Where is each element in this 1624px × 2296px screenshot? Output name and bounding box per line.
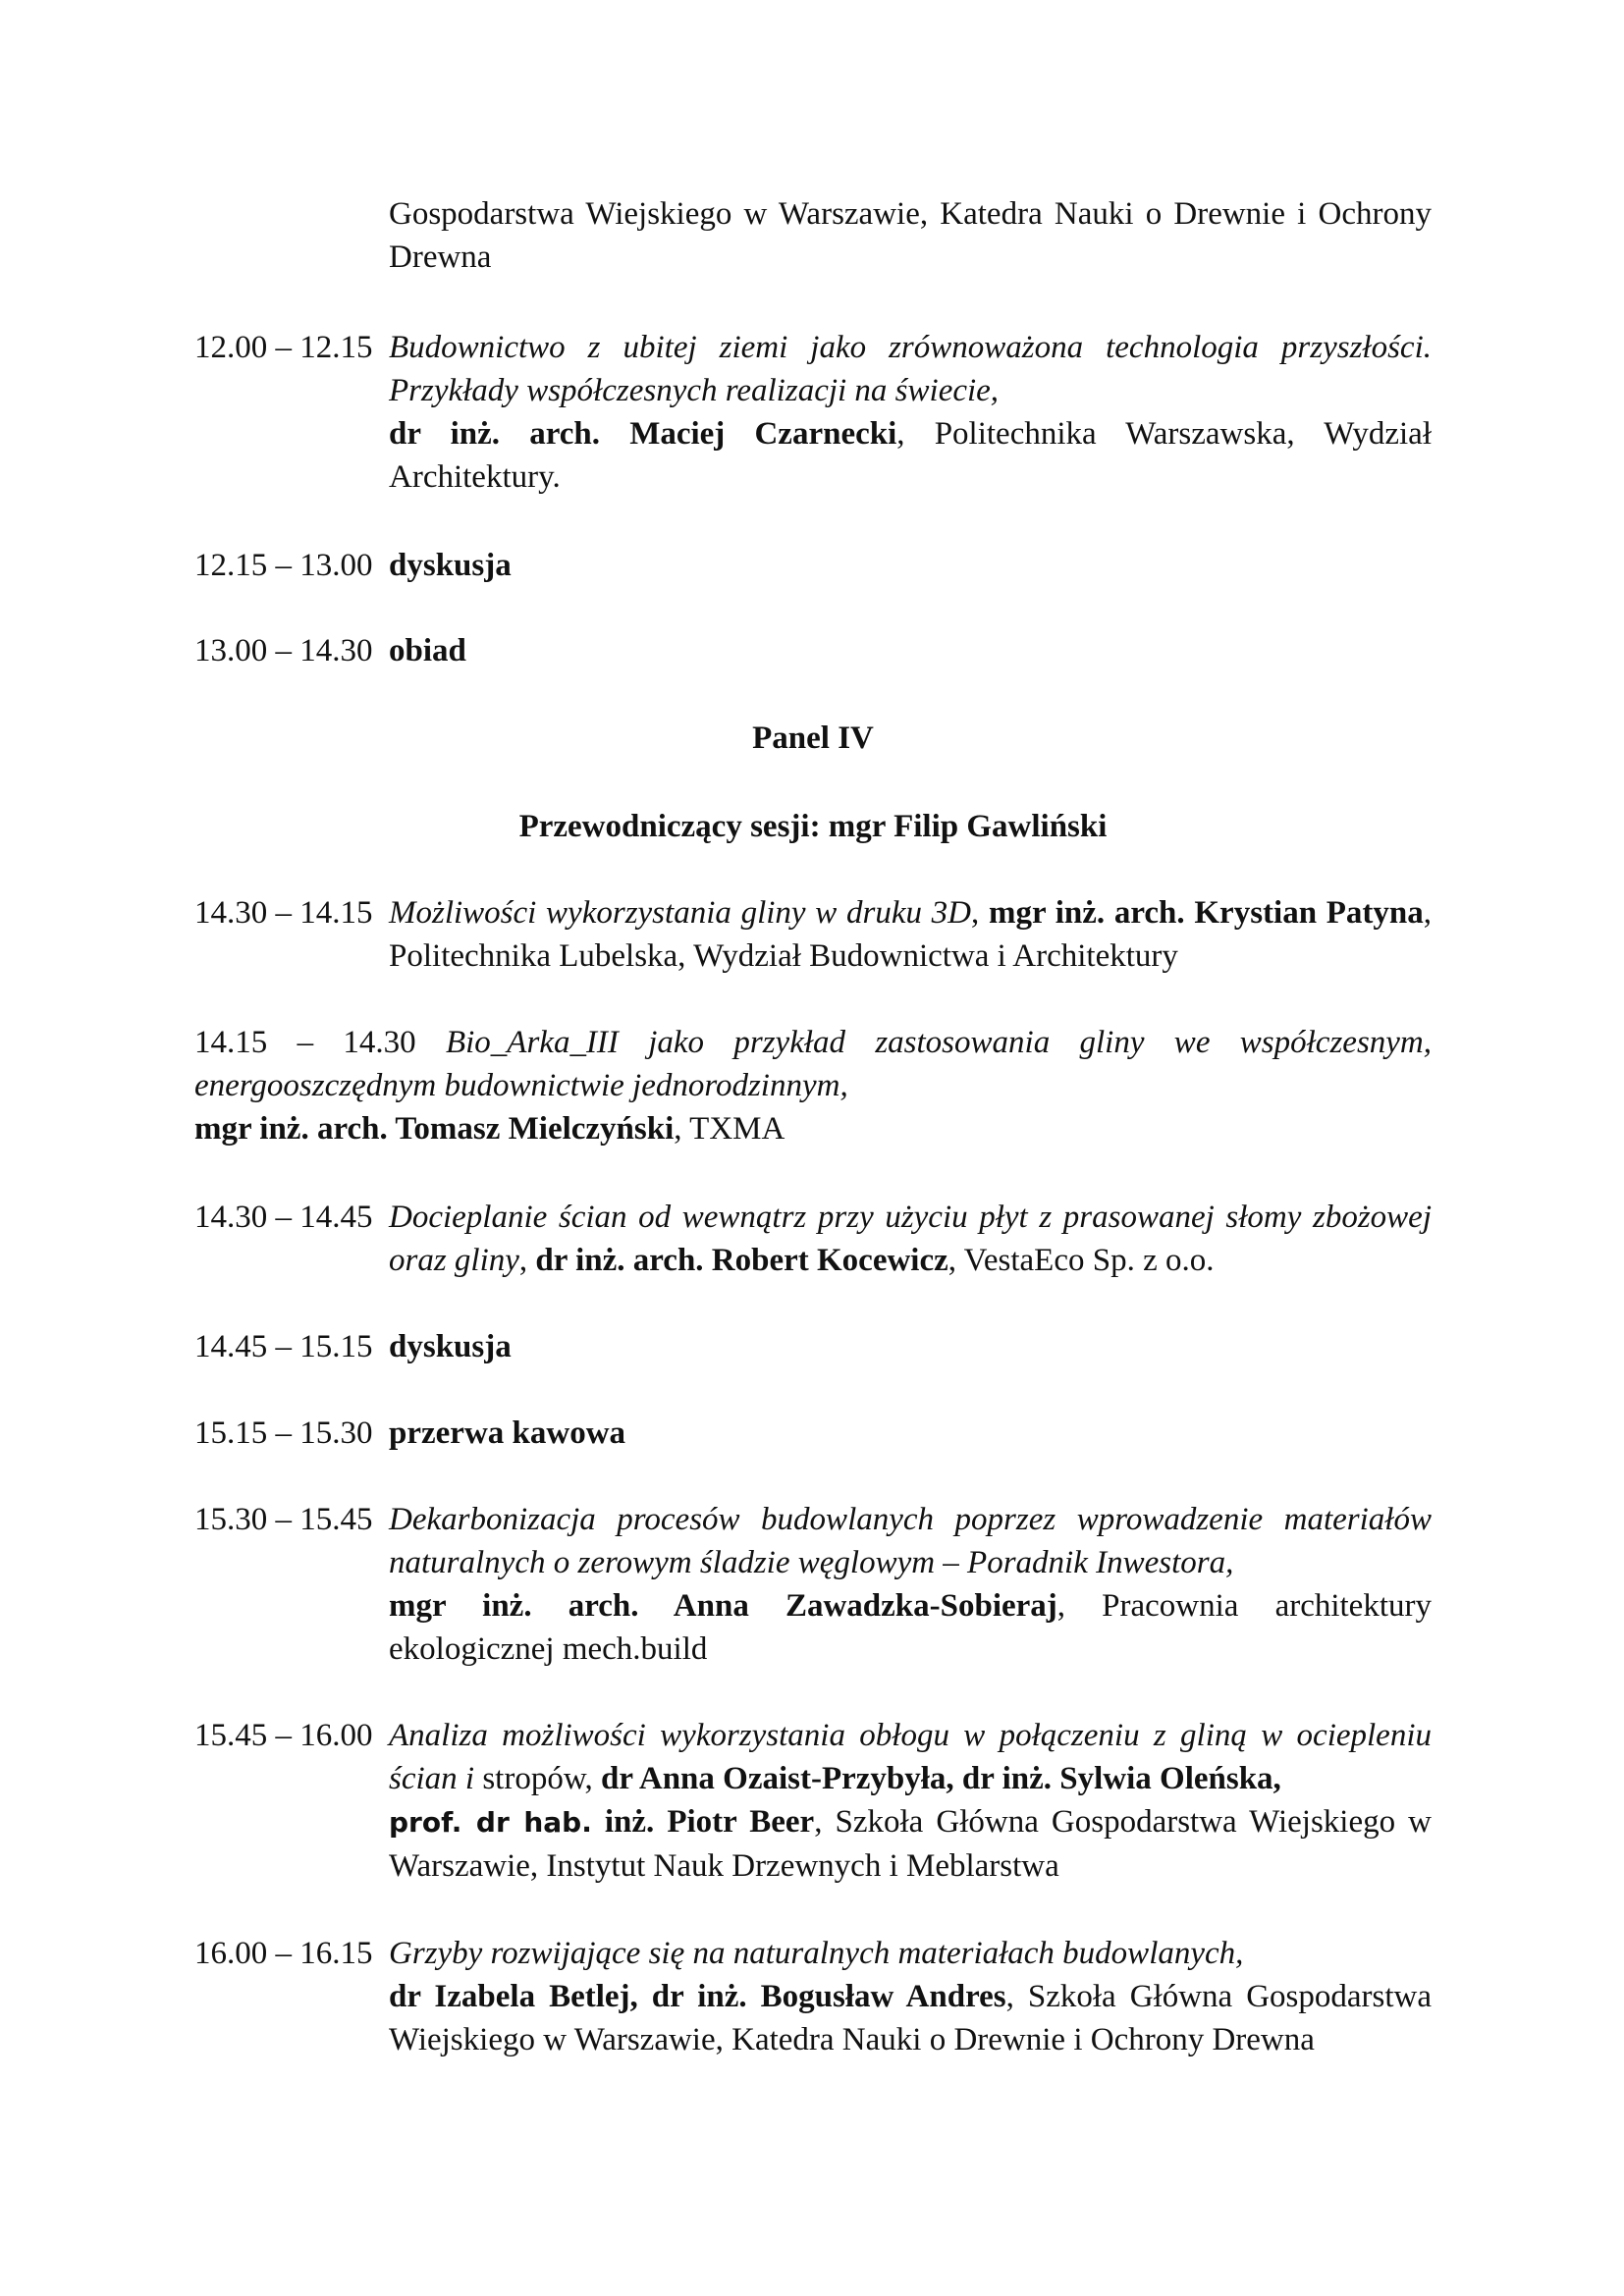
entry-label: obiad (389, 633, 466, 668)
talk-title: Dekarbonizacja procesów budowlanych poprzez wprowadzenie materiałów naturalnych o zerowym śladzie węglowym – Poradnik Inwestora, (389, 1502, 1432, 1580)
speaker-degree: dr inż. arch. (535, 1243, 704, 1278)
speaker-names: dr Anna Ozaist-Przybyła, dr inż. Sylwia Oleńska, (601, 1761, 1281, 1796)
program-entry (194, 1196, 1432, 1282)
entry-label: przerwa kawowa (389, 1415, 626, 1451)
program-entry (194, 1325, 1432, 1368)
affiliation: , Szkoła Główna Gospodarstwa Wiejskiego w Warszawie, Katedra Nauki o Drewnie i Ochrony Drewna (389, 1979, 1432, 2057)
affiliation: , Politechnika Warszawska, Wydział Architektury. (389, 416, 1432, 495)
talk-title: Grzyby rozwijające się na naturalnych materiałach budowlanych, (389, 1936, 1244, 1971)
entry-label: dyskusja (389, 548, 512, 583)
affiliation: , VestaEco Sp. z o.o. (947, 1243, 1215, 1278)
session-chair: Przewodniczący sesji: mgr Filip Gawliński (518, 809, 1108, 844)
entry-description (389, 891, 1432, 978)
program-entry (194, 544, 1432, 587)
talk-title: Docieplanie ścian od wewnątrz przy użyciu płyt z prasowanej słomy zbożowej oraz gliny (389, 1200, 1432, 1278)
speaker-name: mgr inż. arch. Anna Zawadzka-Sobieraj (389, 1588, 1057, 1624)
affiliation: , TXMA (674, 1111, 785, 1147)
entry-time: 12.15 – 13.00 (194, 548, 373, 583)
entry-time: 15.15 – 15.30 (194, 1415, 373, 1451)
program-entry (194, 1714, 1432, 1888)
program-entry (194, 1932, 1432, 2061)
talk-title-tail: stropów, (474, 1761, 602, 1796)
entry-time: 14.30 – 14.15 (194, 895, 373, 931)
entry-time: 13.00 – 14.30 (194, 633, 373, 668)
separator: , (971, 895, 989, 931)
speaker-names: dr Izabela Betlej, dr inż. Bogusław Andres (389, 1979, 1006, 2014)
speaker-name: inż. Piotr Beer (591, 1804, 815, 1840)
entry-time: 15.45 – 16.00 (194, 1718, 373, 1753)
talk-title: Analiza możliwości wykorzystania obłogu w połączeniu z gliną w ociepleniu ścian i (389, 1718, 1432, 1796)
entry-description (389, 1932, 1432, 2061)
program-entry (194, 629, 1432, 672)
speaker-degree: mgr inż. arch. (988, 895, 1185, 931)
panel-title: Panel IV (752, 721, 874, 756)
separator: , (518, 1243, 536, 1278)
talk-title: Budownictwo z ubitej ziemi jako zrównoważona technologia przyszłości. Przykłady współczesnych realizacji na świecie, (389, 330, 1432, 408)
entry-time: 15.30 – 15.45 (194, 1502, 373, 1537)
program-entry (194, 326, 1432, 499)
program-entry (194, 891, 1432, 978)
entry-time: 16.00 – 16.15 (194, 1936, 373, 1971)
entry-description (389, 1196, 1432, 1282)
speaker-name: Maciej Czarnecki (629, 416, 897, 452)
talk-title: Bio_Arka_III jako przykład zastosowania gliny we współczesnym, energooszczędnym budownictwie jednorodzinnym, (194, 1025, 1433, 1103)
program-entry (194, 1021, 1432, 1150)
affiliation: , Pracownia architektury ekologicznej mech.build (389, 1588, 1432, 1667)
speaker-name: Robert Kocewicz (711, 1243, 948, 1278)
program-entry (194, 1412, 1432, 1455)
talk-title: Możliwości wykorzystania gliny w druku 3D (389, 895, 972, 931)
entry-description (389, 1498, 1432, 1671)
speaker-degree: dr inż. arch. (389, 416, 600, 452)
entry-description (389, 1714, 1432, 1888)
continuation-text: Gospodarstwa Wiejskiego w Warszawie, Katedra Nauki o Drewnie i Ochrony Drewna (389, 196, 1432, 275)
entry-label: dyskusja (389, 1329, 512, 1364)
entry-description (389, 326, 1432, 499)
affiliation: , Szkoła Główna Gospodarstwa Wiejskiego w Warszawie, Instytut Nauk Drzewnych i Meblarstwa (389, 1804, 1432, 1884)
entry-time: 14.15 – 14.30 (194, 1025, 416, 1060)
program-entry (194, 1498, 1432, 1671)
entry-time: 12.00 – 12.15 (194, 330, 373, 365)
entry-time: 14.30 – 14.45 (194, 1200, 373, 1235)
speaker-degree: prof. dr hab. (389, 1806, 592, 1839)
speaker-name: Krystian Patyna (1194, 895, 1424, 931)
entry-time: 14.45 – 15.15 (194, 1329, 373, 1364)
affiliation: , Politechnika Lubelska, Wydział Budownictwa i Architektury (389, 895, 1433, 974)
speaker-name: mgr inż. arch. Tomasz Mielczyński (194, 1111, 675, 1147)
